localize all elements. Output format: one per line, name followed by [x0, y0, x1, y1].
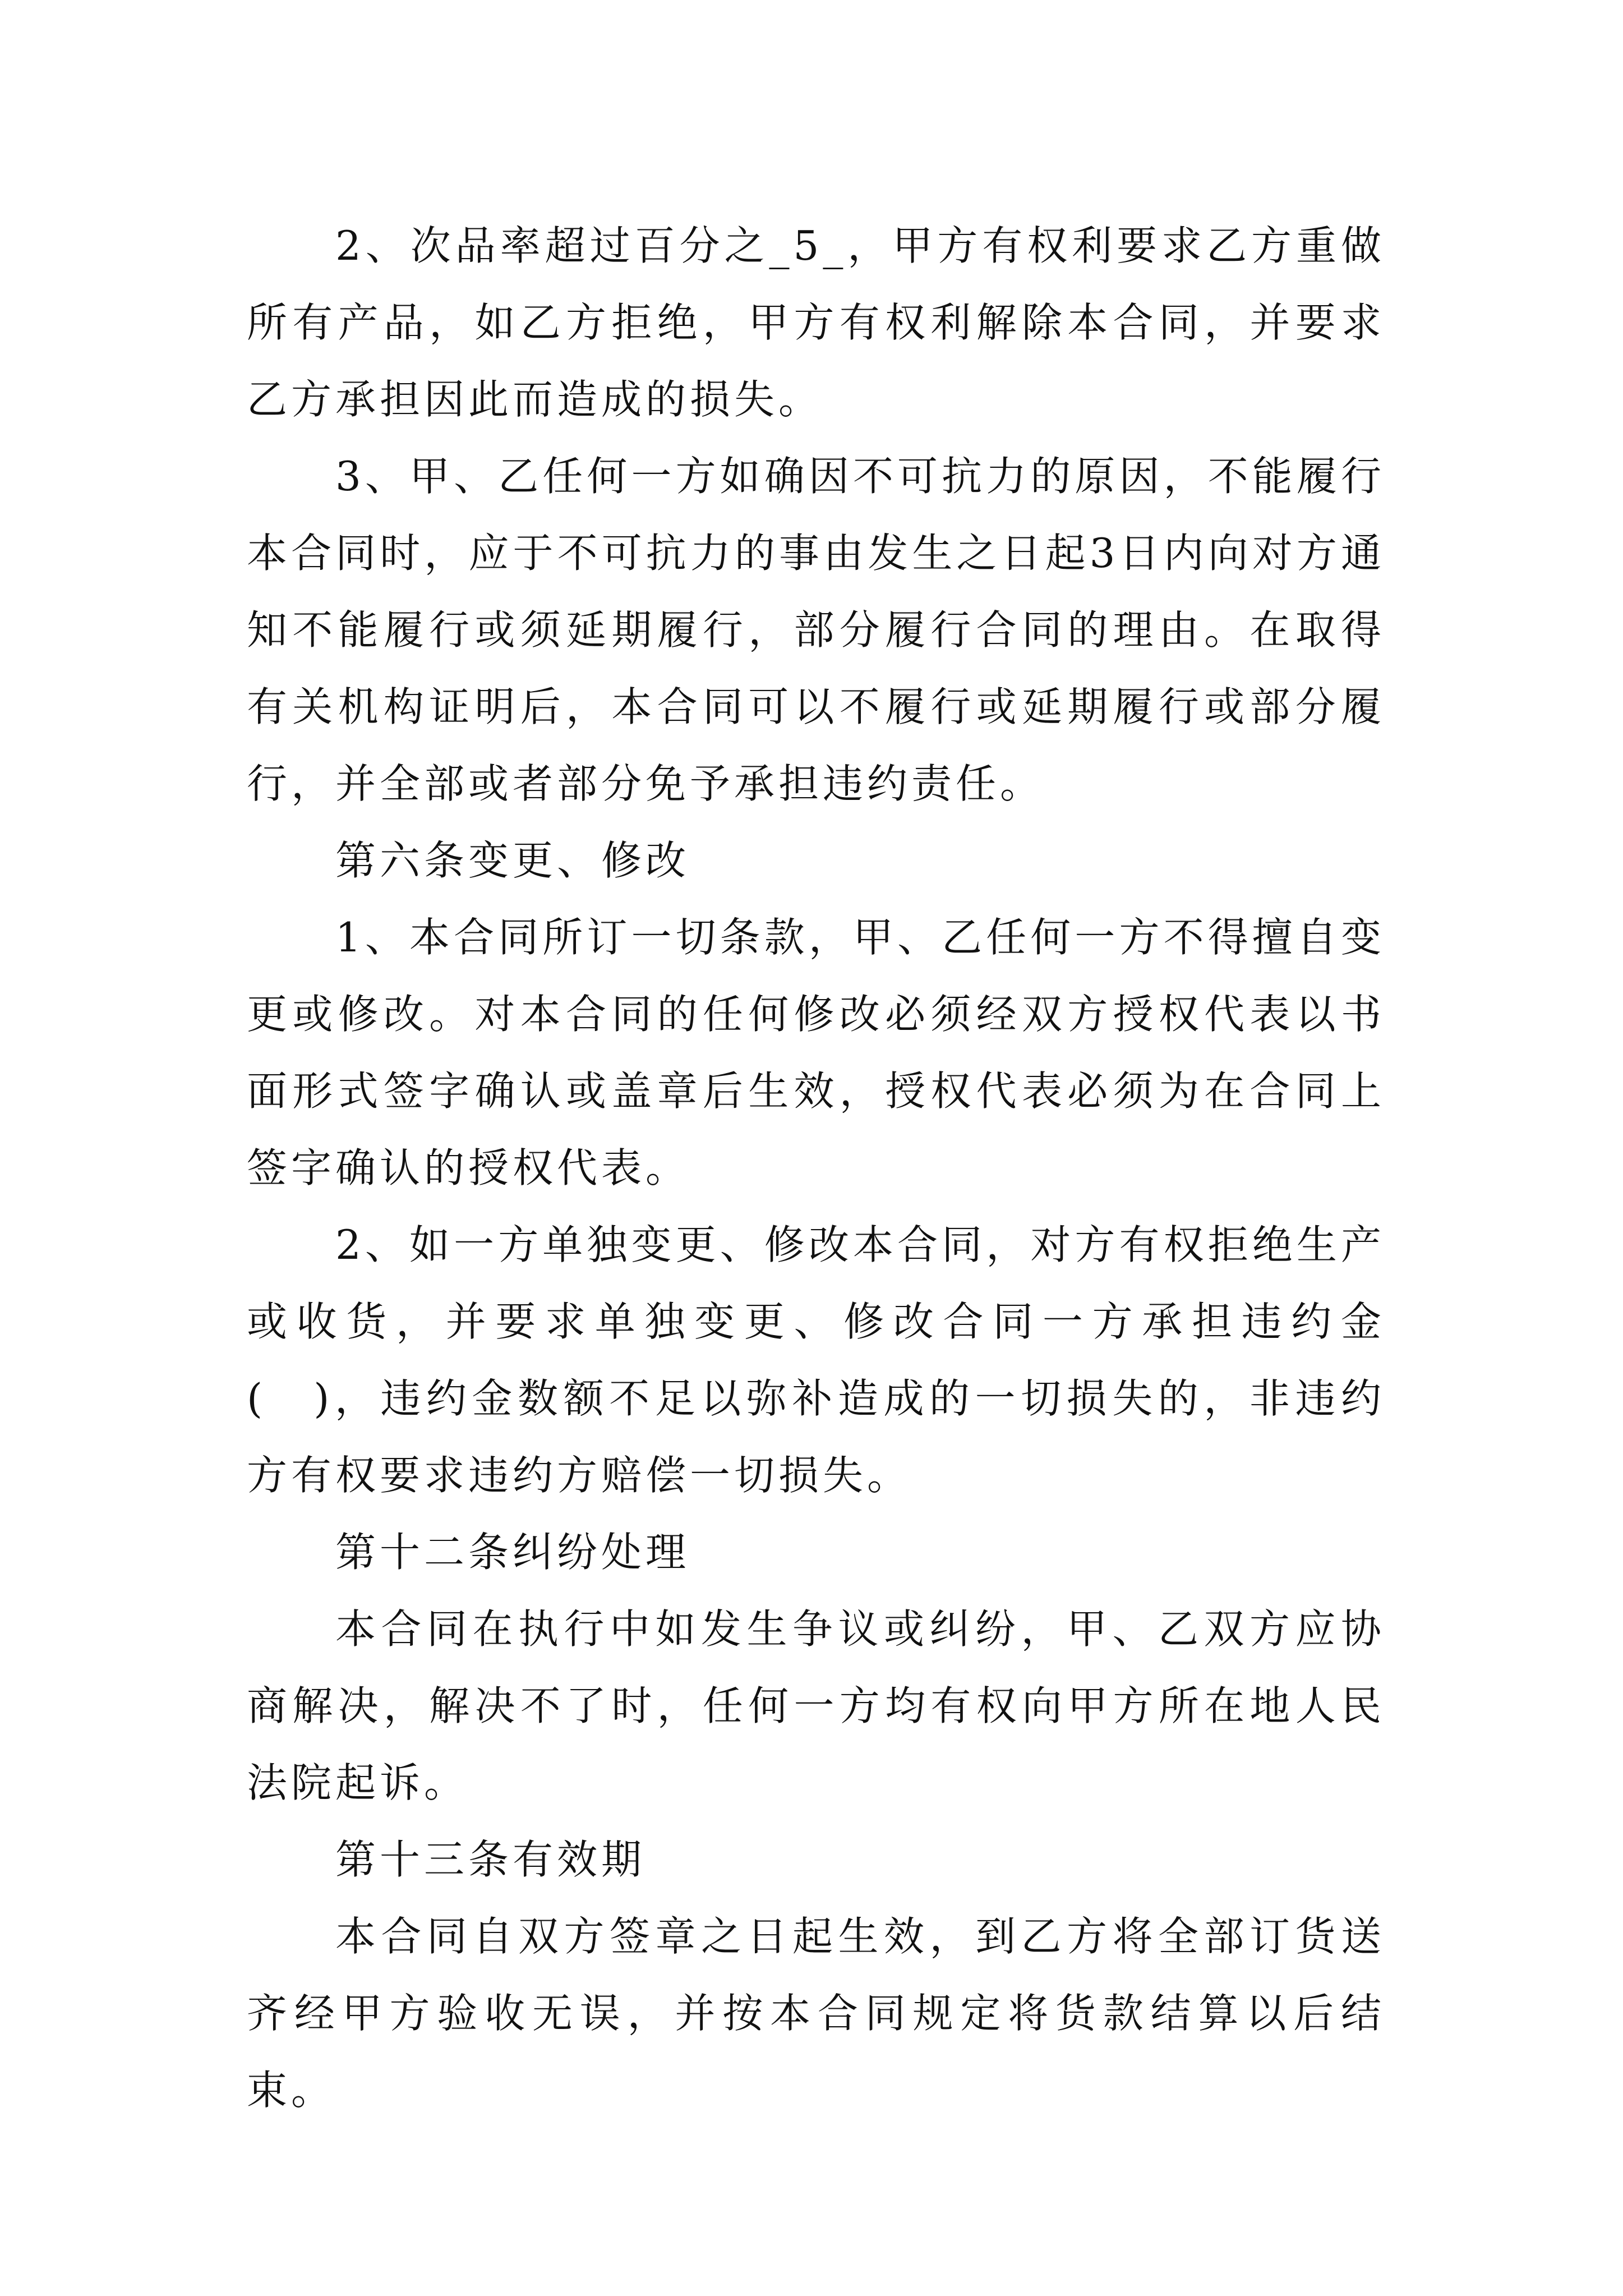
clause-5-item-3: 3、甲、乙任何一方如确因不可抗力的原因，不能履行本合同时，应于不可抗力的事由发生之日起3日内向对方通知不能履行或须延期履行，部分履行合同的理由。在取得有关机构证明后，本合同可以不履行或延期履行或部分履行，并全部或者部分免予承担违约责任。	[247, 453, 1385, 807]
article-6-heading: 第六条变更、修改	[335, 837, 690, 884]
article-6-item-2: 2、如一方单独变更、修改本合同，对方有权拒绝生产或收货，并要求单独变更、修改合同一方承担违约金( )，违约金数额不足以弥补造成的一切损失的，非违约方有权要求违约方赔偿一切损失。	[247, 1221, 1385, 1499]
article-12-body: 本合同在执行中如发生争议或纠纷，甲、乙双方应协商解决，解决不了时，任何一方均有权向甲方所在地人民法院起诉。	[247, 1605, 1385, 1806]
article-13-body: 本合同自双方签章之日起生效，到乙方将全部订货送齐经甲方验收无误，并按本合同规定将货款结算以后结束。	[247, 1913, 1385, 2114]
clause-5-item-2: 2、次品率超过百分之_5_，甲方有权利要求乙方重做所有产品，如乙方拒绝，甲方有权利解除本合同，并要求乙方承担因此而造成的损失。	[247, 222, 1385, 423]
article-6-item-1: 1、本合同所订一切条款，甲、乙任何一方不得擅自变更或修改。对本合同的任何修改必须经双方授权代表以书面形式签字确认或盖章后生效，授权代表必须为在合同上签字确认的授权代表。	[247, 914, 1385, 1191]
article-13-heading: 第十三条有效期	[335, 1836, 646, 1883]
document-body	[247, 208, 1385, 2129]
article-12-heading: 第十二条纠纷处理	[335, 1529, 690, 1576]
